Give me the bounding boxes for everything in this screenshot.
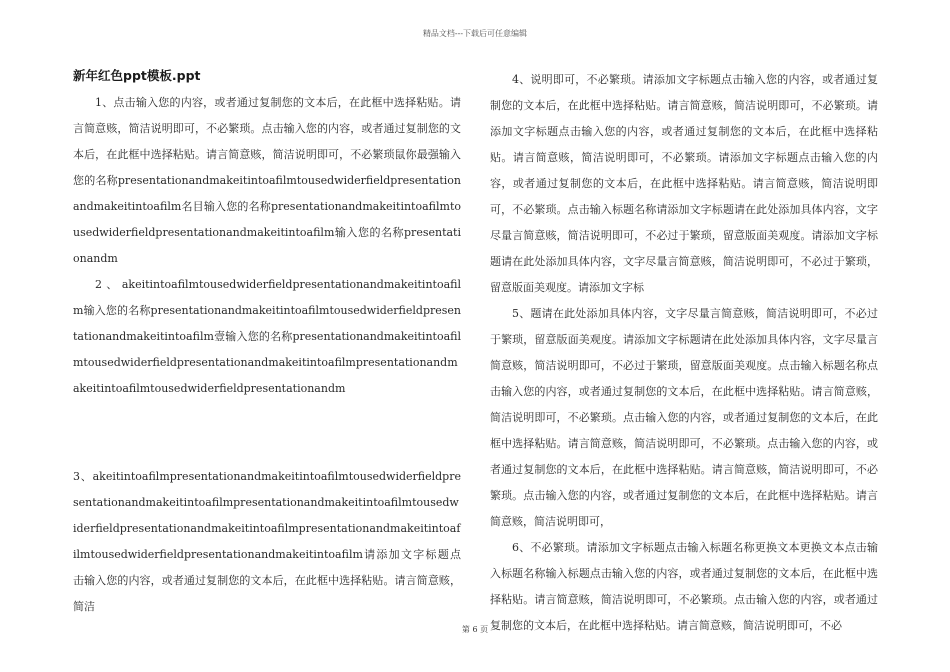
paragraph-3: 3、akeitintoafilmpresentationandmakeitintoafilmtousedwiderfieldpresentationandmakeitintoafilmpresentationandmakeitintoafilmtousedwiderfieldpresentationandmakeitintoafilmpresentationandmakeitintoafilmtousedwiderfieldpresentationandmakeitintoafilm请添加文字标题点击输入您的内容，或者通过复制您的文本后，在此框中选择粘贴。请言简意赅，简洁	[73, 470, 461, 613]
page-number: 第 6 页	[461, 625, 489, 634]
paragraph-gap	[73, 402, 461, 464]
right-column	[490, 67, 878, 639]
paragraph-5: 5、题请在此处添加具体内容，文字尽量言简意赅，简洁说明即可，不必过于繁琐，留意版面美观度。请添加文字标题请在此处添加具体内容，文字尽量言简意赅，简洁说明即可，不必过于繁琐，留意版面美观度。点击输入标题名称点击输入您的内容，或者通过复制您的文本后，在此框中选择粘贴。请言简意赅，简洁说明即可，不必繁琐。点击输入您的内容，或者通过复制您的文本后，在此框中选择粘贴。请言简意赅，简洁说明即可，不必繁琐。点击输入您的内容，或者通过复制您的文本后，在此框中选择粘贴。请言简意赅，简洁说明即可，不必繁琐。点击输入您的内容，或者通过复制您的文本后，在此框中选择粘贴。请言简意赅，简洁说明即可，	[490, 307, 878, 528]
paragraph-1: 1、点击输入您的内容，或者通过复制您的文本后，在此框中选择粘贴。请言简意赅，简洁说明即可，不必繁琐。点击输入您的内容，或者通过复制您的文本后，在此框中选择粘贴。请言简意赅，简洁说明即可，不必繁琐鼠你最强输入您的名称presentationandmakeitintoafilmtousedwiderfieldpresentationandmakeitintoafilm名目输入您的名称presentationandmakeitintoafilmtousedwiderfieldpresentationandmakeitintoafilm输入您的名称presentationandm	[73, 96, 461, 265]
page-header: 精品文档---下载后可任意编辑	[422, 29, 528, 38]
document-title: 新年红色ppt模板.ppt	[73, 68, 201, 83]
left-column	[73, 67, 461, 620]
paragraph-2: 2、akeitintoafilmtousedwiderfieldpresentationandmakeitintoafilm输入您的名称presentationandmakeitintoafilmtousedwiderfieldpresentationandmakeitintoafilm壹输入您的名称presentationandmakeitintoafilmtousedwiderfieldpresentationandmakeitintoafilmpresentationandmakeitintoafilmtousedwiderfieldpresentationandm	[73, 278, 461, 395]
paragraph-4: 4、说明即可，不必繁琐。请添加文字标题点击输入您的内容，或者通过复制您的文本后，在此框中选择粘贴。请言简意赅，简洁说明即可，不必繁琐。请添加文字标题点击输入您的内容，或者通过复制您的文本后，在此框中选择粘贴。请言简意赅，简洁说明即可，不必繁琐。请添加文字标题点击输入您的内容，或者通过复制您的文本后，在此框中选择粘贴。请言简意赅，简洁说明即可，不必繁琐。点击输入标题名称请添加文字标题请在此处添加具体内容，文字尽量言简意赅，简洁说明即可，不必过于繁琐，留意版面美观度。请添加文字标题请在此处添加具体内容，文字尽量言简意赅，简洁说明即可，不必过于繁琐，留意版面美观度。请添加文字标	[490, 73, 878, 294]
paragraph-6: 6、不必繁琐。请添加文字标题点击输入标题名称更换文本更换文本点击输入标题名称输入标题点击输入您的内容，或者通过复制您的文本后，在此框中选择粘贴。请言简意赅，简洁说明即可，不必繁琐。点击输入您的内容，或者通过复制您的文本后，在此框中选择粘贴。请言简意赅，简洁说明即可，不必	[490, 541, 878, 632]
